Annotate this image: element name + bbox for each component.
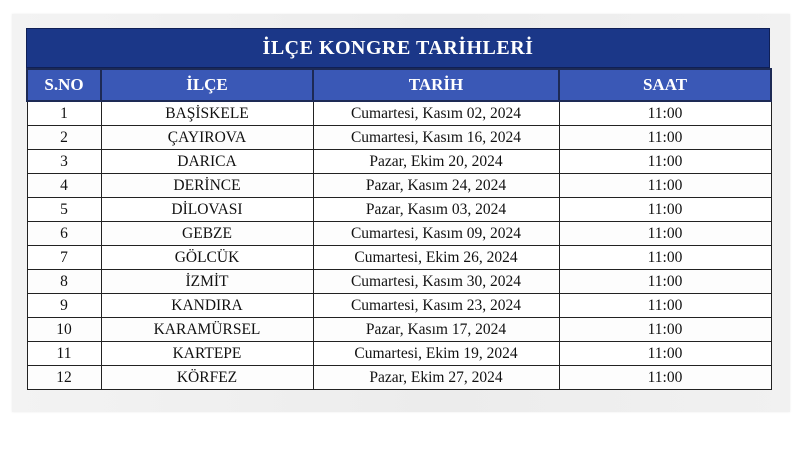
cell-tarih: Pazar, Ekim 27, 2024	[313, 366, 559, 390]
table-row	[27, 101, 771, 126]
cell-ilce: ÇAYIROVA	[101, 126, 313, 150]
cell-saat: 11:00	[559, 150, 771, 174]
cell-ilce: KANDIRA	[101, 294, 313, 318]
table-row	[27, 150, 771, 174]
table-row	[27, 222, 771, 246]
cell-sno: 8	[27, 270, 101, 294]
cell-saat: 11:00	[559, 198, 771, 222]
cell-tarih: Cumartesi, Ekim 19, 2024	[313, 342, 559, 366]
cell-ilce: KARTEPE	[101, 342, 313, 366]
cell-sno: 12	[27, 366, 101, 390]
cell-saat: 11:00	[559, 270, 771, 294]
cell-saat: 11:00	[559, 342, 771, 366]
table-title: İLÇE KONGRE TARİHLERİ	[26, 28, 770, 68]
cell-saat: 11:00	[559, 101, 771, 126]
cell-sno: 7	[27, 246, 101, 270]
cell-saat: 11:00	[559, 366, 771, 390]
cell-sno: 4	[27, 174, 101, 198]
cell-ilce: BAŞİSKELE	[101, 101, 313, 126]
cell-saat: 11:00	[559, 222, 771, 246]
cell-tarih: Cumartesi, Kasım 02, 2024	[313, 101, 559, 126]
cell-saat: 11:00	[559, 294, 771, 318]
cell-tarih: Cumartesi, Kasım 23, 2024	[313, 294, 559, 318]
cell-sno: 10	[27, 318, 101, 342]
cell-ilce: DARICA	[101, 150, 313, 174]
cell-tarih: Pazar, Ekim 20, 2024	[313, 150, 559, 174]
cell-sno: 6	[27, 222, 101, 246]
table-body	[27, 101, 771, 390]
table-row	[27, 198, 771, 222]
cell-saat: 11:00	[559, 174, 771, 198]
column-header-sno: S.NO	[27, 69, 101, 101]
congress-dates-table-wrapper	[26, 28, 770, 390]
cell-ilce: KÖRFEZ	[101, 366, 313, 390]
header-row	[27, 69, 771, 101]
table-row	[27, 318, 771, 342]
cell-saat: 11:00	[559, 126, 771, 150]
cell-ilce: DERİNCE	[101, 174, 313, 198]
column-header-tarih: TARİH	[313, 69, 559, 101]
cell-ilce: GÖLCÜK	[101, 246, 313, 270]
cell-tarih: Pazar, Kasım 17, 2024	[313, 318, 559, 342]
cell-saat: 11:00	[559, 318, 771, 342]
cell-ilce: İZMİT	[101, 270, 313, 294]
cell-sno: 9	[27, 294, 101, 318]
cell-tarih: Pazar, Kasım 03, 2024	[313, 198, 559, 222]
table-row	[27, 246, 771, 270]
cell-sno: 11	[27, 342, 101, 366]
cell-sno: 3	[27, 150, 101, 174]
cell-tarih: Cumartesi, Ekim 26, 2024	[313, 246, 559, 270]
cell-sno: 5	[27, 198, 101, 222]
cell-ilce: DİLOVASI	[101, 198, 313, 222]
column-header-saat: SAAT	[559, 69, 771, 101]
cell-sno: 2	[27, 126, 101, 150]
table-row	[27, 366, 771, 390]
congress-dates-table	[26, 68, 772, 390]
table-row	[27, 174, 771, 198]
cell-ilce: GEBZE	[101, 222, 313, 246]
cell-saat: 11:00	[559, 246, 771, 270]
column-header-ilce: İLÇE	[101, 69, 313, 101]
cell-tarih: Cumartesi, Kasım 30, 2024	[313, 270, 559, 294]
cell-tarih: Pazar, Kasım 24, 2024	[313, 174, 559, 198]
cell-tarih: Cumartesi, Kasım 09, 2024	[313, 222, 559, 246]
cell-tarih: Cumartesi, Kasım 16, 2024	[313, 126, 559, 150]
table-row	[27, 270, 771, 294]
table-row	[27, 342, 771, 366]
table-header	[27, 69, 771, 101]
cell-sno: 1	[27, 101, 101, 126]
cell-ilce: KARAMÜRSEL	[101, 318, 313, 342]
table-row	[27, 294, 771, 318]
table-row	[27, 126, 771, 150]
